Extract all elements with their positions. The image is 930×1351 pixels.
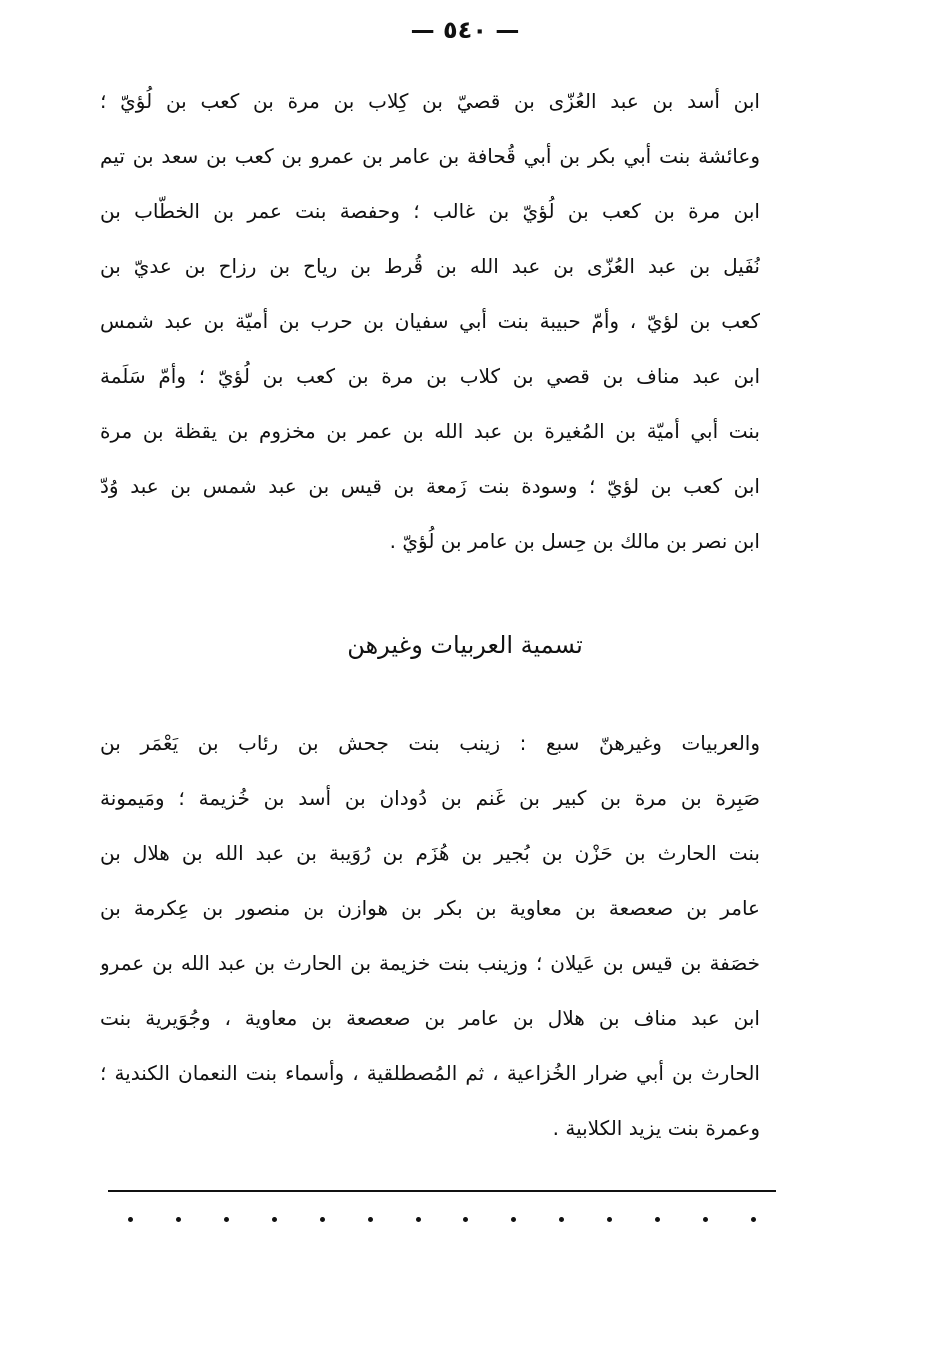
footer-dot <box>272 1217 277 1222</box>
text-line: كعب بن لؤيّ ، وأمّ حبيبة بنت أبي سفيان بن حرب بن أميّة بن عبد شمس <box>100 309 760 333</box>
text-line: ابن أسد بن عبد العُزّى بن قصيّ بن كِلاب بن مرة بن كعب بن لُؤيّ ؛ <box>100 89 760 113</box>
text-line: ابن عبد مناف بن هلال بن عامر بن صعصعة بن معاوية ، وجُوَيرية بنت <box>100 1006 760 1030</box>
text-line: بنت الحارث بن حَزْن بن بُجير بن هُزَم بن رُوَيبة بن عبد الله بن هلال بن <box>100 841 760 865</box>
footer-dots <box>128 1212 756 1226</box>
footer-rule <box>108 1190 776 1192</box>
text-line: وعمرة بنت يزيد الكلابية . <box>552 1116 760 1140</box>
footer-dot <box>463 1217 468 1222</box>
section-heading: تسمية العربيات وغيرهن <box>347 631 583 659</box>
footer-dot <box>416 1217 421 1222</box>
text-line: ابن مرة بن كعب بن لُؤيّ بن غالب ؛ وحفصة بنت عمر بن الخطّاب بن <box>100 199 760 223</box>
footer-dot <box>224 1217 229 1222</box>
footer-dot <box>703 1217 708 1222</box>
footer-dot <box>559 1217 564 1222</box>
footer-dot <box>320 1217 325 1222</box>
text-line: ابن نصر بن مالك بن حِسل بن عامر بن لُؤيّ . <box>389 529 760 553</box>
page-number: — ٥٤٠ — <box>410 16 520 44</box>
text-line: عامر بن صعصعة بن معاوية بن بكر بن هوازن بن منصور بن عِكرمة بن <box>100 896 760 920</box>
footer-dot <box>128 1217 133 1222</box>
footer-dot <box>511 1217 516 1222</box>
footer-dot <box>751 1217 756 1222</box>
text-line: ابن عبد مناف بن قصي بن كلاب بن مرة بن كعب بن لُؤيّ ؛ وأمّ سَلَمة <box>100 364 760 388</box>
text-line: وعائشة بنت أبي بكر بن أبي قُحافة بن عامر بن عمرو بن كعب بن سعد بن تيم <box>100 144 760 168</box>
text-line: بنت أبي أميّة بن المُغيرة بن عبد الله بن عمر بن مخزوم بن يقظة بن مرة <box>100 419 760 443</box>
footer-dot <box>176 1217 181 1222</box>
paragraph-arab-wives <box>100 716 760 1156</box>
footer-dot <box>607 1217 612 1222</box>
text-line: صَبِرة بن مرة بن كبير بن غَنم بن دُودان بن أسد بن خُزيمة ؛ ومَيمونة <box>100 786 760 810</box>
text-line: الحارث بن أبي ضرار الخُزاعية ، ثم المُصطلقية ، وأسماء بنت النعمان الكندية ؛ <box>100 1061 760 1085</box>
text-line: نُفَيل بن عبد العُزّى بن عبد الله بن قُرط بن رياح بن رزاح بن عديّ بن <box>100 254 760 278</box>
text-line: ابن كعب بن لؤيّ ؛ وسودة بنت زَمعة بن قيس بن عبد شمس بن عبد وُدّ <box>100 474 760 498</box>
text-line: خصَفة بن قيس بن عَيلان ؛ وزينب بنت خزيمة بن الحارث بن عبد الله بن عمرو <box>100 951 760 975</box>
paragraph-wives-quraysh <box>100 74 760 569</box>
footer-dot <box>368 1217 373 1222</box>
text-line: والعربيات وغيرهنّ سبع : زينب بنت جحش بن رئاب بن يَعْمَر بن <box>100 731 760 755</box>
footer-dot <box>655 1217 660 1222</box>
